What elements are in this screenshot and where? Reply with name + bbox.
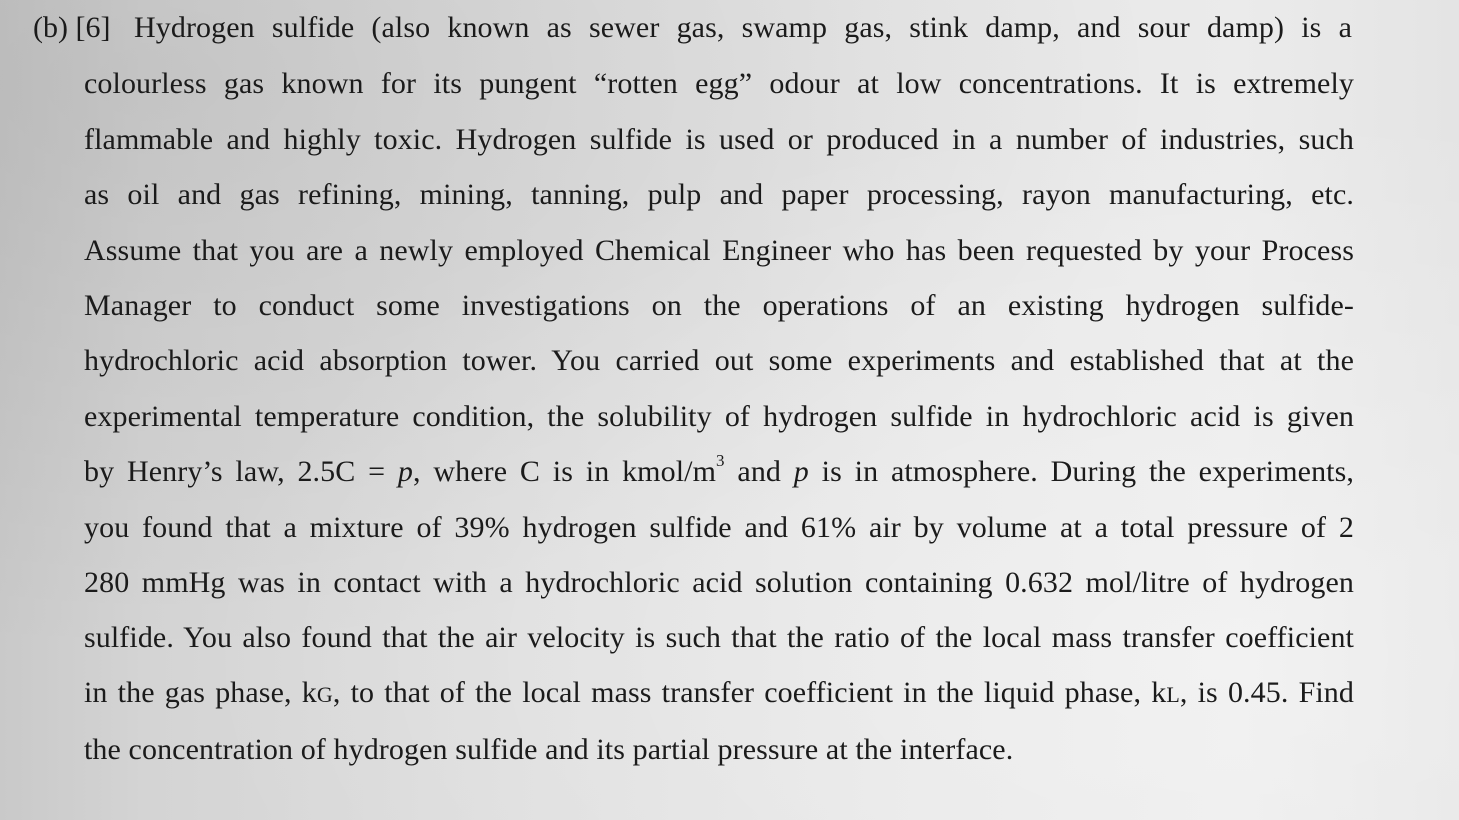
question-line-14: the concentration of hydrogen sulfide and its partial pressure at the interface.: [84, 733, 1014, 766]
question-line-10: you found that a mixture of 39% hydrogen sulfide and 61% air by volume at a total pressure of 2: [84, 511, 1354, 544]
kline-text-2: , to that of the local mass transfer coefficient in the liquid phase, k: [332, 676, 1167, 709]
question-line-6: Manager to conduct some investigations on the operations of an existing hydrogen sulfide-: [84, 289, 1354, 322]
cubic-superscript: 3: [716, 451, 725, 470]
question-line-1: Hydrogen sulfide (also known as sewer gas, swamp gas, stink damp, and sour damp) is a: [134, 11, 1352, 44]
henry-text-2: , where C is in kmol/m: [413, 455, 717, 488]
henry-text-1: by Henry’s law, 2.5C =: [84, 455, 398, 488]
question-line-8: experimental temperature condition, the solubility of hydrogen sulfide in hydrochloric acid is given: [84, 400, 1354, 433]
question-label: (b) [6]: [33, 11, 111, 44]
question-line-11: 280 mmHg was in contact with a hydrochloric acid solution containing 0.632 mol/litre of hydrogen: [84, 566, 1354, 599]
henry-text-3: and: [724, 455, 794, 488]
henrys-law-line: [84, 452, 1354, 492]
question-line-2: colourless gas known for its pungent “rotten egg” odour at low concentrations. It is extremely: [84, 67, 1354, 100]
question-line-7: hydrochloric acid absorption tower. You carried out some experiments and established that at the: [84, 344, 1354, 377]
kg-subscript: G: [316, 682, 333, 707]
kline-text-3: , is 0.45. Find: [1179, 676, 1355, 709]
question-line-3: flammable and highly toxic. Hydrogen sulfide is used or produced in a number of industries, such: [84, 123, 1354, 156]
question-line-4: as oil and gas refining, mining, tanning, pulp and paper processing, rayon manufacturing, etc.: [84, 178, 1354, 211]
kl-subscript: L: [1166, 682, 1180, 707]
question-line-5: Assume that you are a newly employed Chemical Engineer who has been requested by your Process: [84, 234, 1354, 267]
pressure-symbol-2: p: [793, 455, 809, 488]
kline-text-1: in the gas phase, k: [84, 676, 317, 709]
pressure-symbol: p: [397, 455, 414, 488]
mass-transfer-line: [84, 673, 1354, 713]
henry-text-4: is in atmosphere. During the experiments,: [808, 455, 1354, 488]
question-line-12: sulfide. You also found that the air velocity is such that the ratio of the local mass transfer coefficient: [84, 621, 1354, 654]
